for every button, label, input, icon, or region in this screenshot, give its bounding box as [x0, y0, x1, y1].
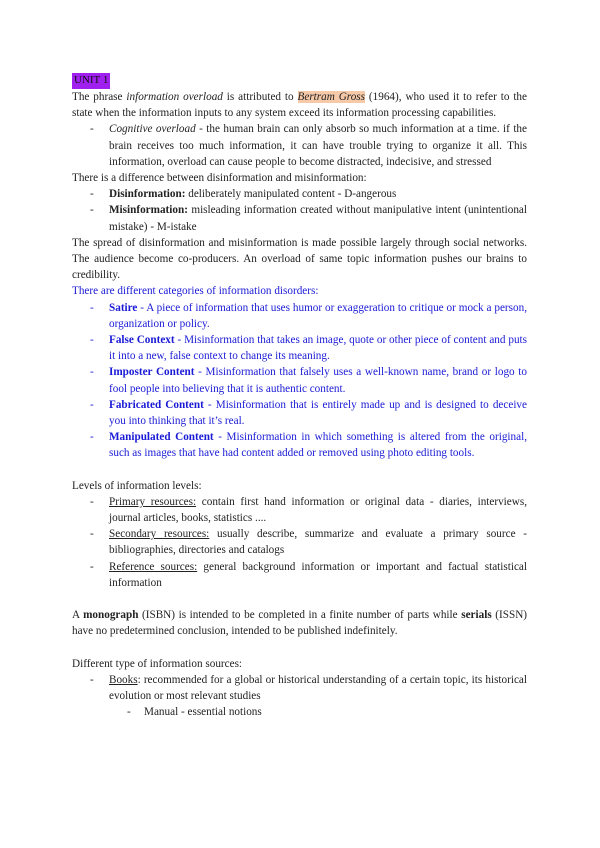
term-cognitive-overload: Cognitive overload — [109, 123, 196, 136]
list-item — [72, 429, 527, 461]
books-text: : recommended for a global or historical understanding of a certain topic, its historical evolution or most relevant studies — [109, 673, 527, 702]
term-secondary-resources: Secondary resources: — [109, 528, 210, 541]
term-serials: serials — [461, 609, 492, 622]
monograph-paragraph — [72, 607, 527, 639]
intro-text-1: The phrase — [72, 91, 127, 103]
level-text: general background information or important and factual statistical information — [109, 560, 527, 589]
term-books: Books — [109, 673, 138, 686]
list-item — [72, 364, 527, 396]
level-text: contain first hand information or original data - diaries, interviews, journal articles, books, statistics .... — [109, 495, 527, 525]
list-item — [72, 672, 527, 721]
sources-list — [72, 672, 527, 721]
list-item — [72, 397, 527, 429]
term-primary-resources: Primary resources: — [109, 495, 197, 508]
definition-text: misleading information created without manipulative intent (unintentional mistake) - M-istake — [109, 204, 527, 233]
difference-line: There is a difference between disinformation and misinformation: — [72, 172, 367, 185]
term-misinformation: Misinformation: — [109, 204, 188, 217]
spacer — [72, 591, 527, 607]
document-page — [72, 72, 527, 720]
category-text: - Misinformation that takes an image, quote or other piece of content and puts it into a new, false context to change its meaning. — [109, 334, 528, 363]
term-false-context: False Context — [109, 334, 175, 347]
intro-text-3: (1964), who used it to refer to the state when the information inputs to any system exceed its information processing capabilities. — [72, 91, 527, 120]
term-information-overload: information overload — [126, 91, 223, 103]
term-imposter-content: Imposter Content — [109, 366, 195, 379]
category-text: - A piece of information that uses humor or exaggeration to critique or mock a person, organization or policy. — [109, 301, 527, 330]
list-item — [72, 332, 527, 364]
category-text: - Misinformation that falsely uses a well-known name, brand or logo to fool people into believing that it is authentic content. — [109, 366, 527, 395]
sublist — [72, 704, 527, 720]
cognitive-text: - the human brain can only absorb so much information at a time. if the brain receives too much information, it can have trouble trying to organize it all. This information, overload can cause people to become distracted, indecisive, and stressed — [109, 123, 527, 168]
categories-intro: There are different categories of information disorders: — [72, 285, 319, 298]
term-monograph: monograph — [83, 609, 139, 622]
intro-text-2: is attributed to — [222, 91, 298, 103]
list-item — [72, 494, 527, 526]
sources-intro: Different type of information sources: — [72, 657, 243, 670]
term-satire: Satire — [109, 301, 138, 314]
list-item — [72, 526, 527, 558]
term-fabricated-content: Fabricated Content — [109, 398, 204, 411]
monograph-text-3: (ISSN) have no predetermined conclusion, intended to be published indefinitely. — [72, 609, 528, 638]
spacer — [72, 640, 527, 656]
term-reference-sources: Reference sources: — [109, 560, 198, 573]
monograph-text-2: (ISBN) is intended to be completed in a finite number of parts while — [138, 609, 462, 622]
level-text: usually describe, summarize and evaluate a primary source - bibliographies, directories and catalogs — [109, 528, 527, 557]
unit-heading — [72, 72, 527, 89]
unit-label: UNIT 1 — [72, 73, 110, 89]
term-disinformation: Disinformation: — [109, 188, 186, 201]
list-item — [72, 300, 527, 332]
highlight-bertram-gross: Bertram Gross — [297, 91, 366, 103]
levels-intro: Levels of information levels: — [72, 479, 202, 492]
definition-text: deliberately manipulated content - D-angerous — [185, 188, 397, 201]
cognitive-list — [72, 121, 527, 170]
monograph-text-1: A — [72, 609, 84, 622]
category-text: - Misinformation that is entirely made up and is designed to deceive you into thinking that it’s real. — [109, 398, 527, 428]
list-item — [72, 186, 527, 202]
spread-paragraph: The spread of disinformation and misinformation is made possible largely through social networks. The audience become co-producers. An overload of same topic information pushes our brains to credibility. — [72, 236, 527, 282]
definitions-list — [72, 186, 527, 235]
list-item — [72, 559, 527, 591]
categories-list — [72, 300, 527, 462]
intro-paragraph — [72, 89, 527, 121]
category-text: - Misinformation in which something is altered from the original, such as images that have had content added or removed using photo editing tools. — [109, 431, 528, 460]
levels-list — [72, 494, 527, 591]
list-item: - Manual - essential notions — [72, 704, 527, 720]
spacer — [72, 462, 527, 478]
term-manipulated-content: Manipulated Content — [109, 431, 214, 444]
list-item — [72, 121, 527, 170]
list-item — [72, 202, 527, 234]
